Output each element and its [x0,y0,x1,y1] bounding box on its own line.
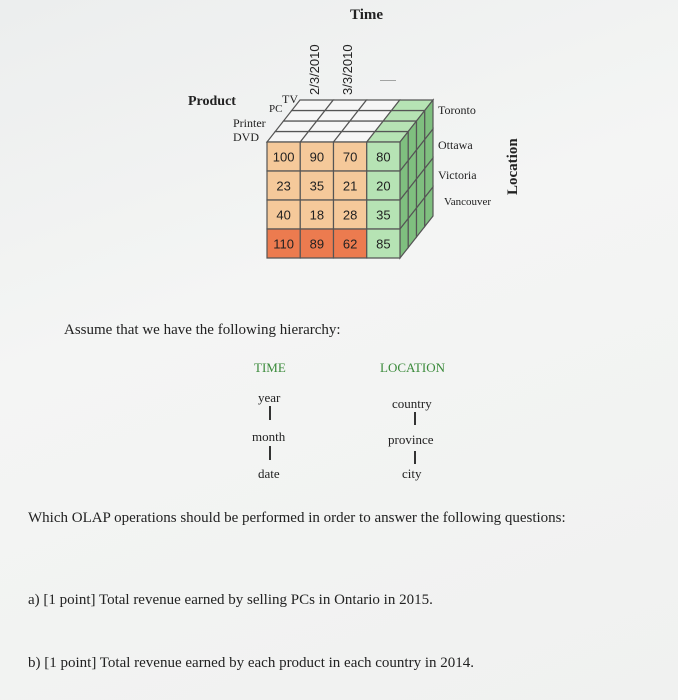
cube-cell-value: 28 [342,207,358,223]
location-hierarchy-title: LOCATION [380,360,445,375]
cube-cell-value: 21 [342,178,358,194]
cube-cell-value: 80 [376,149,391,165]
cube-cell-value: 62 [342,236,358,252]
intro-text: Assume that we have the following hierarchy: [64,322,341,338]
hierarchy-connector [414,412,416,425]
location-level-city: city [402,466,422,481]
cube-cell-value: 70 [342,149,358,165]
cube-cell-value: 90 [309,149,325,165]
time-level-year: year [258,390,281,405]
question-text: Which OLAP operations should be performed in order to answer the following questions: [28,510,566,526]
time-level-month: month [252,429,286,444]
cube-cell-value: 20 [376,178,391,194]
time-hierarchy-title: TIME [254,360,286,375]
location-victoria: Victoria [438,168,477,182]
time-axis-label: Time [350,7,384,23]
location-axis-label: Location [505,138,521,195]
cube-cell-value: 40 [276,207,291,223]
cube-cell-value: 35 [376,207,391,223]
cube-cell-value: 35 [309,178,325,194]
cube-cell-value: 85 [376,236,391,252]
product-dvd: DVD [233,130,259,144]
hierarchy-connector [269,406,271,420]
time-value: 2/3/2010 [307,44,322,95]
cube-cell-value: 89 [309,236,325,252]
cube-cell-value: 23 [276,178,291,194]
product-printer: Printer [233,116,266,130]
product-tv: TV [282,92,298,106]
question-item-b: b) [1 point] Total revenue earned by each product in each country in 2014. [28,655,475,671]
cube-cell-value: 100 [272,149,295,165]
hierarchy-connector [269,446,271,460]
location-ottawa: Ottawa [438,138,473,152]
hierarchy-connector [414,451,416,464]
cube-cell-value: 110 [273,236,294,252]
product-axis-label: Product [188,94,236,109]
location-toronto: Toronto [438,103,476,117]
olap-cube-diagram [0,0,678,300]
question-item-a: a) [1 point] Total revenue earned by selling PCs in Ontario in 2015. [28,592,433,608]
time-level-date: date [258,466,280,481]
cube-cell-value: 18 [309,207,325,223]
product-pc: PC [269,103,283,115]
location-level-country: country [392,396,432,411]
location-level-province: province [388,432,434,447]
time-value-ellipsis: ........ [380,74,396,83]
location-vancouver: Vancouver [444,196,492,208]
time-value: 3/3/2010 [340,44,355,95]
